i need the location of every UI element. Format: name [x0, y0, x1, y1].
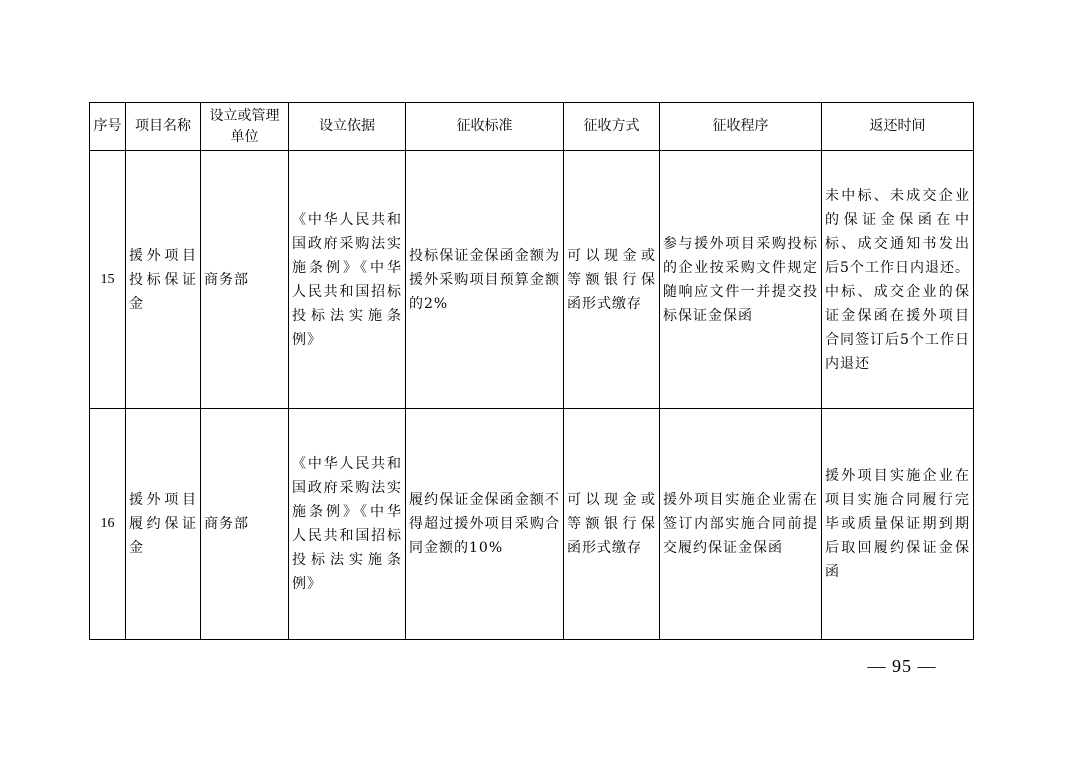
header-basis: 设立依据 — [289, 103, 406, 151]
header-method: 征收方式 — [564, 103, 660, 151]
cell-seq: 15 — [90, 151, 126, 409]
cell-name: 援外项目投标保证金 — [126, 151, 201, 409]
cell-standard: 投标保证金保函金额为援外采购项目预算金额的2% — [406, 151, 564, 409]
header-seq: 序号 — [90, 103, 126, 151]
page-number: — 95 — — [867, 656, 937, 676]
cell-name: 援外项目履约保证金 — [126, 409, 201, 640]
cell-procedure: 参与援外项目采购投标的企业按采购文件规定随响应文件一并提交投标保证金保函 — [660, 151, 822, 409]
cell-procedure: 援外项目实施企业需在签订内部实施合同前提交履约保证金保函 — [660, 409, 822, 640]
cell-method: 可以现金或等额银行保函形式缴存 — [564, 151, 660, 409]
header-procedure: 征收程序 — [660, 103, 822, 151]
header-unit: 设立或管理单位 — [201, 103, 289, 151]
cell-refund: 援外项目实施企业在项目实施合同履行完毕或质量保证期到期后取回履约保证金保函 — [822, 409, 974, 640]
table-header-row — [90, 103, 974, 151]
cell-seq: 16 — [90, 409, 126, 640]
cell-refund: 未中标、未成交企业的保证金保函在中标、成交通知书发出后5个工作日内退还。中标、成交企业的保证金保函在援外项目合同签订后5个工作日内退还 — [822, 151, 974, 409]
cell-standard: 履约保证金保函金额不得超过援外项目采购合同金额的10% — [406, 409, 564, 640]
header-refund: 返还时间 — [822, 103, 974, 151]
fee-table — [89, 102, 974, 640]
header-name: 项目名称 — [126, 103, 201, 151]
table-row — [90, 409, 974, 640]
cell-method: 可以现金或等额银行保函形式缴存 — [564, 409, 660, 640]
cell-basis: 《中华人民共和国政府采购法实施条例》《中华人民共和国招标投标法实施条例》 — [289, 409, 406, 640]
header-standard: 征收标准 — [406, 103, 564, 151]
cell-unit: 商务部 — [201, 151, 289, 409]
table-row — [90, 151, 974, 409]
cell-basis: 《中华人民共和国政府采购法实施条例》《中华人民共和国招标投标法实施条例》 — [289, 151, 406, 409]
cell-unit: 商务部 — [201, 409, 289, 640]
